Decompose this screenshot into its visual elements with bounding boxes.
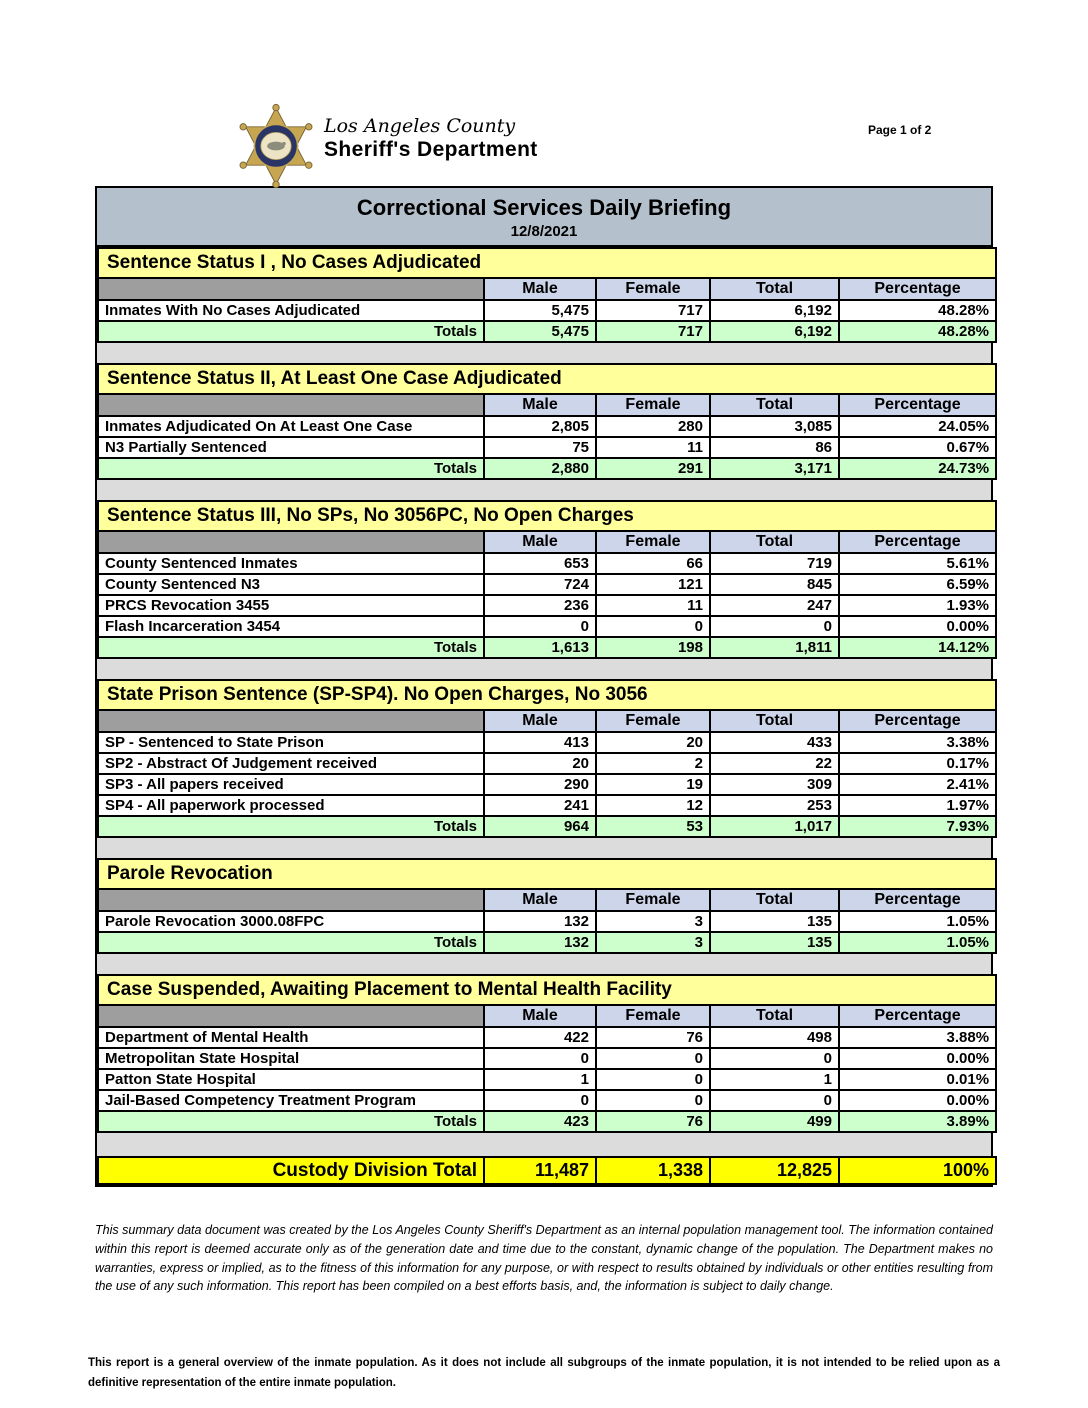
male-value: 2,805 xyxy=(484,416,596,437)
total-value: 433 xyxy=(710,732,839,753)
section-title-row xyxy=(98,501,996,531)
row-label: County Sentenced N3 xyxy=(98,574,484,595)
column-header-male: Male xyxy=(484,1005,596,1027)
column-header-total: Total xyxy=(710,1005,839,1027)
total-value: 0 xyxy=(710,616,839,637)
female-total: 717 xyxy=(596,321,710,342)
section-state-prison-sentence xyxy=(97,679,997,838)
female-value: 11 xyxy=(596,437,710,458)
totals-label: Totals xyxy=(98,816,484,837)
male-value: 0 xyxy=(484,616,596,637)
totals-label: Totals xyxy=(98,458,484,479)
total-value: 0 xyxy=(710,1048,839,1069)
column-header-total: Total xyxy=(710,278,839,300)
table-row xyxy=(98,300,996,321)
row-label: Inmates With No Cases Adjudicated xyxy=(98,300,484,321)
section-title: State Prison Sentence (SP-SP4). No Open Charges, No 3056 xyxy=(98,680,996,710)
total-value: 845 xyxy=(710,574,839,595)
corner-cell xyxy=(98,1005,484,1027)
female-value: 0 xyxy=(596,616,710,637)
section-title-row xyxy=(98,975,996,1005)
male-value: 20 xyxy=(484,753,596,774)
row-label: N3 Partially Sentenced xyxy=(98,437,484,458)
column-header-male: Male xyxy=(484,394,596,416)
column-header-female: Female xyxy=(596,710,710,732)
column-header-row xyxy=(98,278,996,300)
total-value: 498 xyxy=(710,1027,839,1048)
disclaimer-text: This summary data document was created by the Los Angeles County Sheriff's Department as an internal population management tool. The information contained within this report is deemed accurate only as of the generation date and time due to the constant, dynamic change of the population. The Department makes no warranties, express or implied, as to the fitness of this information for any purpose, or with respect to results obtained by individuals or other entities resulting from the use of any such information. This report has been compiled on a best efforts basis, and, the information is subject to daily change. xyxy=(95,1223,993,1294)
male-total: 423 xyxy=(484,1111,596,1132)
total-total: 1,017 xyxy=(710,816,839,837)
male-value: 75 xyxy=(484,437,596,458)
section-parole-revocation xyxy=(97,858,997,954)
row-label: SP2 - Abstract Of Judgement received xyxy=(98,753,484,774)
totals-row xyxy=(98,458,996,479)
table-row xyxy=(98,1048,996,1069)
female-value: 2 xyxy=(596,753,710,774)
percentage-value: 0.00% xyxy=(839,616,996,637)
row-label: SP3 - All papers received xyxy=(98,774,484,795)
totals-row xyxy=(98,321,996,342)
section-title-row xyxy=(98,680,996,710)
table-row xyxy=(98,574,996,595)
table-row xyxy=(98,1027,996,1048)
female-total: 198 xyxy=(596,637,710,658)
percentage-value: 3.88% xyxy=(839,1027,996,1048)
section-gap xyxy=(97,659,991,679)
corner-cell xyxy=(98,394,484,416)
male-value: 241 xyxy=(484,795,596,816)
male-total: 2,880 xyxy=(484,458,596,479)
agency-name xyxy=(324,116,538,161)
total-value: 86 xyxy=(710,437,839,458)
total-value: 22 xyxy=(710,753,839,774)
male-total: 964 xyxy=(484,816,596,837)
table-row xyxy=(98,774,996,795)
male-total: 5,475 xyxy=(484,321,596,342)
section-title: Sentence Status I , No Cases Adjudicated xyxy=(98,248,996,278)
percentage-total: 48.28% xyxy=(839,321,996,342)
corner-cell xyxy=(98,710,484,732)
column-header-percentage: Percentage xyxy=(839,394,996,416)
male-value: 5,475 xyxy=(484,300,596,321)
total-total: 135 xyxy=(710,932,839,953)
male-value: 290 xyxy=(484,774,596,795)
total-value: 253 xyxy=(710,795,839,816)
page-number-label: Page 1 of 2 xyxy=(868,123,932,137)
column-header-male: Male xyxy=(484,889,596,911)
table-row xyxy=(98,911,996,932)
section-mental-health xyxy=(97,974,997,1133)
male-total: 1,613 xyxy=(484,637,596,658)
row-label: County Sentenced Inmates xyxy=(98,553,484,574)
total-value: 309 xyxy=(710,774,839,795)
agency-department-line: Sheriff's Department xyxy=(324,137,538,161)
female-value: 0 xyxy=(596,1048,710,1069)
male-value: 422 xyxy=(484,1027,596,1048)
table-row xyxy=(98,1090,996,1111)
total-value: 3,085 xyxy=(710,416,839,437)
male-value: 0 xyxy=(484,1048,596,1069)
male-value: 1 xyxy=(484,1069,596,1090)
female-total: 53 xyxy=(596,816,710,837)
percentage-value: 6.59% xyxy=(839,574,996,595)
male-value: 236 xyxy=(484,595,596,616)
percentage-value: 0.00% xyxy=(839,1090,996,1111)
female-total: 76 xyxy=(596,1111,710,1132)
report-table-block xyxy=(95,186,993,1187)
column-header-female: Female xyxy=(596,394,710,416)
grand-percentage-total: 100% xyxy=(839,1157,996,1184)
report-title-bar xyxy=(97,188,991,247)
page-header xyxy=(0,0,1088,186)
corner-cell xyxy=(98,531,484,553)
totals-row xyxy=(98,932,996,953)
female-value: 0 xyxy=(596,1069,710,1090)
percentage-value: 0.01% xyxy=(839,1069,996,1090)
percentage-value: 24.05% xyxy=(839,416,996,437)
percentage-total: 14.12% xyxy=(839,637,996,658)
custody-division-total-table xyxy=(97,1156,997,1185)
grand-female-total: 1,338 xyxy=(596,1157,710,1184)
total-total: 3,171 xyxy=(710,458,839,479)
section-title: Sentence Status III, No SPs, No 3056PC, No Open Charges xyxy=(98,501,996,531)
section-title-row xyxy=(98,364,996,394)
totals-row xyxy=(98,637,996,658)
percentage-value: 0.00% xyxy=(839,1048,996,1069)
section-title: Sentence Status II, At Least One Case Adjudicated xyxy=(98,364,996,394)
column-header-total: Total xyxy=(710,889,839,911)
table-row xyxy=(98,437,996,458)
corner-cell xyxy=(98,889,484,911)
column-header-row xyxy=(98,1005,996,1027)
female-value: 19 xyxy=(596,774,710,795)
column-header-total: Total xyxy=(710,710,839,732)
column-header-female: Female xyxy=(596,531,710,553)
column-header-male: Male xyxy=(484,710,596,732)
male-value: 724 xyxy=(484,574,596,595)
percentage-total: 24.73% xyxy=(839,458,996,479)
column-header-total: Total xyxy=(710,394,839,416)
female-value: 66 xyxy=(596,553,710,574)
total-value: 6,192 xyxy=(710,300,839,321)
female-value: 76 xyxy=(596,1027,710,1048)
percentage-value: 48.28% xyxy=(839,300,996,321)
female-value: 20 xyxy=(596,732,710,753)
row-label: PRCS Revocation 3455 xyxy=(98,595,484,616)
section-title-row xyxy=(98,248,996,278)
row-label: Department of Mental Health xyxy=(98,1027,484,1048)
male-value: 0 xyxy=(484,1090,596,1111)
overview-footnote-text: This report is a general overview of the inmate population. As it does not include all subgroups of the inmate population, it is not intended to be relied upon as a definitive representation of the entire inmate population. xyxy=(88,1357,1000,1389)
total-value: 135 xyxy=(710,911,839,932)
percentage-value: 1.93% xyxy=(839,595,996,616)
total-total: 6,192 xyxy=(710,321,839,342)
totals-label: Totals xyxy=(98,637,484,658)
male-value: 653 xyxy=(484,553,596,574)
row-label: Inmates Adjudicated On At Least One Case xyxy=(98,416,484,437)
column-header-percentage: Percentage xyxy=(839,710,996,732)
male-total: 132 xyxy=(484,932,596,953)
totals-row xyxy=(98,1111,996,1132)
male-value: 413 xyxy=(484,732,596,753)
section-gap xyxy=(97,1133,991,1156)
row-label: Patton State Hospital xyxy=(98,1069,484,1090)
row-label: SP - Sentenced to State Prison xyxy=(98,732,484,753)
percentage-value: 1.97% xyxy=(839,795,996,816)
column-header-percentage: Percentage xyxy=(839,1005,996,1027)
total-total: 499 xyxy=(710,1111,839,1132)
sheriff-badge-icon xyxy=(236,102,316,190)
column-header-row xyxy=(98,889,996,911)
column-header-row xyxy=(98,531,996,553)
table-row xyxy=(98,553,996,574)
percentage-value: 0.67% xyxy=(839,437,996,458)
grand-male-total: 11,487 xyxy=(484,1157,596,1184)
female-value: 717 xyxy=(596,300,710,321)
male-value: 132 xyxy=(484,911,596,932)
total-value: 247 xyxy=(710,595,839,616)
column-header-female: Female xyxy=(596,1005,710,1027)
totals-label: Totals xyxy=(98,321,484,342)
table-row xyxy=(98,616,996,637)
grand-total-row xyxy=(98,1157,996,1184)
table-row xyxy=(98,795,996,816)
row-label: Jail-Based Competency Treatment Program xyxy=(98,1090,484,1111)
column-header-percentage: Percentage xyxy=(839,531,996,553)
column-header-percentage: Percentage xyxy=(839,278,996,300)
percentage-value: 2.41% xyxy=(839,774,996,795)
grand-total-total: 12,825 xyxy=(710,1157,839,1184)
column-header-female: Female xyxy=(596,278,710,300)
total-total: 1,811 xyxy=(710,637,839,658)
row-label: SP4 - All paperwork processed xyxy=(98,795,484,816)
table-row xyxy=(98,416,996,437)
row-label: Parole Revocation 3000.08FPC xyxy=(98,911,484,932)
female-value: 3 xyxy=(596,911,710,932)
column-header-total: Total xyxy=(710,531,839,553)
column-header-row xyxy=(98,394,996,416)
report-date: 12/8/2021 xyxy=(510,223,578,240)
table-row xyxy=(98,595,996,616)
totals-label: Totals xyxy=(98,932,484,953)
section-gap xyxy=(97,480,991,500)
totals-label: Totals xyxy=(98,1111,484,1132)
agency-county-line: Los Angeles County xyxy=(324,115,516,137)
section-sentence-status-2 xyxy=(97,363,997,480)
percentage-value: 3.38% xyxy=(839,732,996,753)
percentage-value: 0.17% xyxy=(839,753,996,774)
column-header-row xyxy=(98,710,996,732)
section-title-row xyxy=(98,859,996,889)
table-row xyxy=(98,1069,996,1090)
section-gap xyxy=(97,954,991,974)
column-header-male: Male xyxy=(484,278,596,300)
female-value: 0 xyxy=(596,1090,710,1111)
report-title: Correctional Services Daily Briefing xyxy=(356,195,732,220)
grand-total-label: Custody Division Total xyxy=(98,1157,484,1184)
female-value: 12 xyxy=(596,795,710,816)
section-sentence-status-1 xyxy=(97,247,997,343)
table-row xyxy=(98,732,996,753)
corner-cell xyxy=(98,278,484,300)
total-value: 1 xyxy=(710,1069,839,1090)
column-header-male: Male xyxy=(484,531,596,553)
section-sentence-status-3 xyxy=(97,500,997,659)
row-label: Flash Incarceration 3454 xyxy=(98,616,484,637)
female-total: 291 xyxy=(596,458,710,479)
percentage-total: 1.05% xyxy=(839,932,996,953)
female-value: 121 xyxy=(596,574,710,595)
female-value: 11 xyxy=(596,595,710,616)
totals-row xyxy=(98,816,996,837)
column-header-percentage: Percentage xyxy=(839,889,996,911)
section-title: Case Suspended, Awaiting Placement to Mental Health Facility xyxy=(98,975,996,1005)
section-gap xyxy=(97,343,991,363)
section-gap xyxy=(97,838,991,858)
table-row xyxy=(98,753,996,774)
total-value: 719 xyxy=(710,553,839,574)
total-value: 0 xyxy=(710,1090,839,1111)
percentage-total: 7.93% xyxy=(839,816,996,837)
female-value: 280 xyxy=(596,416,710,437)
female-total: 3 xyxy=(596,932,710,953)
column-header-female: Female xyxy=(596,889,710,911)
section-title: Parole Revocation xyxy=(98,859,996,889)
percentage-value: 5.61% xyxy=(839,553,996,574)
row-label: Metropolitan State Hospital xyxy=(98,1048,484,1069)
percentage-total: 3.89% xyxy=(839,1111,996,1132)
percentage-value: 1.05% xyxy=(839,911,996,932)
